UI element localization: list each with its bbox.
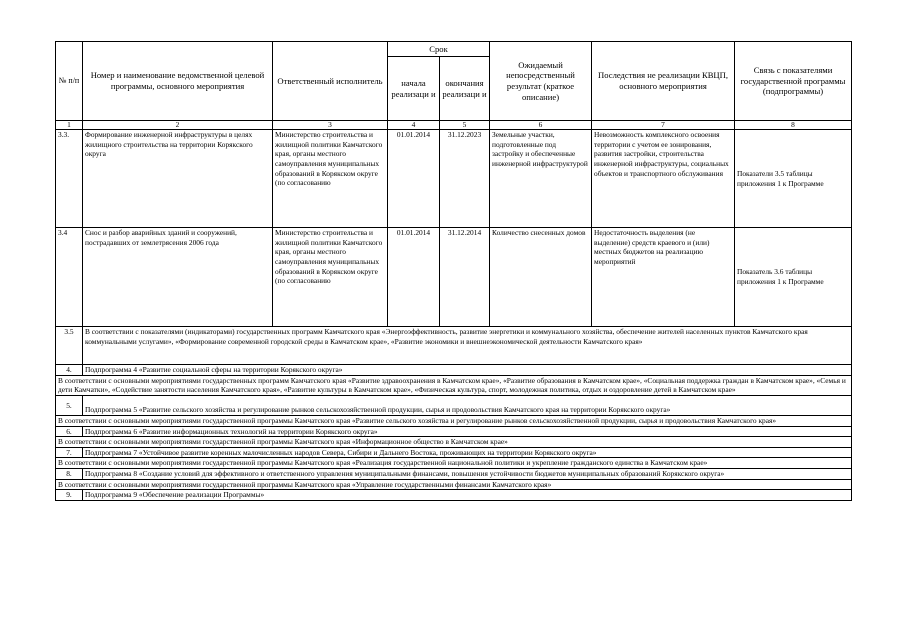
column-number: 7 — [592, 121, 735, 130]
subprogram-note-row — [56, 479, 852, 490]
subprogram-number: 7. — [56, 447, 83, 458]
subprogram-note-row — [56, 458, 852, 469]
column-number: 6 — [490, 121, 592, 130]
column-number: 1 — [56, 121, 83, 130]
subprogram-number: 5. — [56, 395, 83, 415]
subprogram-title: Подпрограмма 6 «Развитие информационных технологий на территории Корякского округа» — [83, 426, 852, 437]
header-executor: Ответственный исполнитель — [273, 42, 388, 121]
subprogram-note: В соответствии с основными мероприятиями государственной программы Камчатского края «Управление государственными финансами Камчатского края» — [56, 479, 852, 490]
subprogram-number: 8. — [56, 469, 83, 480]
subprogram-number: 6. — [56, 426, 83, 437]
row-consequences: Недостаточность выделения (не выделение) средств краевого и (или) местных бюджетов на реализацию мероприятий — [592, 228, 735, 327]
column-number: 4 — [388, 121, 440, 130]
subprogram-note: В соответствии с основными мероприятиями государственной программы Камчатского края «Информационное общество в Камчатском крае» — [56, 437, 852, 448]
row-start: 01.01.2014 — [388, 130, 440, 228]
row-end: 31.12.2014 — [440, 228, 490, 327]
subprogram-row — [56, 490, 852, 501]
subprogram-title: Подпрограмма 7 «Устойчивое развитие коренных малочисленных народов Севера, Сибири и Дальнего Востока, проживающих на территории Корякского округа» — [83, 447, 852, 458]
row-number: 3.3. — [56, 130, 83, 228]
header-consequences: Последствия не реализации КВЦП, основного мероприятия — [592, 42, 735, 121]
program-table — [55, 41, 852, 501]
subprogram-note-row — [56, 375, 852, 395]
subprogram-row — [56, 365, 852, 376]
table-row — [56, 327, 852, 365]
row-name: Формирование инженерной инфраструктуры в целях жилищного строительства на территории Корякского округа — [83, 130, 273, 228]
row-result: Земельные участки, подготовленные под застройку и обеспеченные инженерной инфраструктурой — [490, 130, 592, 228]
column-number: 2 — [83, 121, 273, 130]
row-number: 3.4 — [56, 228, 83, 327]
row-consequences: Невозможность комплексного освоения территории с учетом ее зонирования, развития застройки, строительства инженерной инфраструктуры, социальных объектов и транспортного обслуживания — [592, 130, 735, 228]
header-name: Номер и наименование ведомственной целевой программы, основного мероприятия — [83, 42, 273, 121]
column-number: 8 — [735, 121, 852, 130]
row-result: Количество снесенных домов — [490, 228, 592, 327]
column-number: 3 — [273, 121, 388, 130]
subprogram-row — [56, 469, 852, 480]
subprogram-note: В соответствии с основными мероприятиями государственной программы Камчатского края «Реализация государственной национальной политики и укрепление гражданского единства в Камчатском крае» — [56, 458, 852, 469]
header-end: окончания реализаци и — [440, 57, 490, 121]
column-number: 5 — [440, 121, 490, 130]
header-result: Ожидаемый непосредственный результат (краткое описание) — [490, 42, 592, 121]
header-start: начала реализаци и — [388, 57, 440, 121]
subprogram-note-row — [56, 415, 852, 426]
subprogram-number: 9. — [56, 490, 83, 501]
header-link: Связь с показателями государственной программы (подпрограммы) — [735, 42, 852, 121]
table-row — [56, 228, 852, 327]
subprogram-title: Подпрограмма 9 «Обеспечение реализации Программы» — [83, 490, 852, 501]
row-number: 3.5 — [56, 327, 83, 365]
subprogram-number: 4. — [56, 365, 83, 376]
subprogram-note: В соответствии с основными мероприятиями государственной программы Камчатского края «Развитие сельского хозяйства и регулирование рынков сельскохозяйственной продукции, сырья и продовольствия Камчатского края» — [56, 415, 852, 426]
row-merged-text: В соответствии с показателями (индикаторами) государственных программ Камчатского края «Энергоэффективность, развитие энергетики и коммунального хозяйства, обеспечение жителей населенных пунктов Камчатского края коммунальными услугами», «Формирование современной городской среды в Камчатском крае», «Развитие экономики и внешнеэкономической деятельности Камчатского края» — [83, 327, 852, 365]
subprogram-note-row — [56, 437, 852, 448]
row-executor: Министерство строительства и жилищной политики Камчатского края, органы местного самоуправления муниципальных образований в Корякском округе (по согласованию — [273, 130, 388, 228]
row-start: 01.01.2014 — [388, 228, 440, 327]
subprogram-note: В соответствии с основными мероприятиями государственных программ Камчатского края «Развитие здравоохранения в Камчатском крае», «Развитие образования в Камчатском крае», «Социальная поддержка граждан в Камчатском крае», «Семья и дети Камчатки», «Содействие занятости населения Камчатского края», «Развитие культуры в Камчатском крае», «Физическая культура, спорт, молодежная политика, отдых и оздоровление детей в Камчатском крае» — [56, 375, 852, 395]
subprogram-row — [56, 447, 852, 458]
row-link: Показатели 3.5 таблицы приложения 1 к Программе — [735, 130, 852, 228]
row-end: 31.12.2023 — [440, 130, 490, 228]
subprogram-title: Подпрограмма 4 «Развитие социальной сферы на территории Корякского округа» — [83, 365, 852, 376]
subprogram-title: Подпрограмма 8 «Создание условий для эффективного и ответственного управления муниципальными финансами, повышения устойчивости бюджетов муниципальных образований Корякского округа» — [83, 469, 852, 480]
subprogram-row — [56, 395, 852, 415]
row-name: Снос и разбор аварийных зданий и сооружений, пострадавших от землетрясения 2006 года — [83, 228, 273, 327]
row-link: Показатель 3.6 таблицы приложения 1 к Программе — [735, 228, 852, 327]
table-row — [56, 130, 852, 228]
row-executor: Министерство строительства и жилищной политики Камчатского края, органы местного самоуправления муниципальных образований в Корякском округе (по согласованию — [273, 228, 388, 327]
header-term: Срок — [388, 42, 490, 57]
subprogram-row — [56, 426, 852, 437]
subprogram-title: Подпрограмма 5 «Развитие сельского хозяйства и регулирование рынков сельскохозяйственной продукции, сырья и продовольствия Камчатского края на территории Корякского округа» — [83, 395, 852, 415]
header-no: № п/п — [56, 42, 83, 121]
